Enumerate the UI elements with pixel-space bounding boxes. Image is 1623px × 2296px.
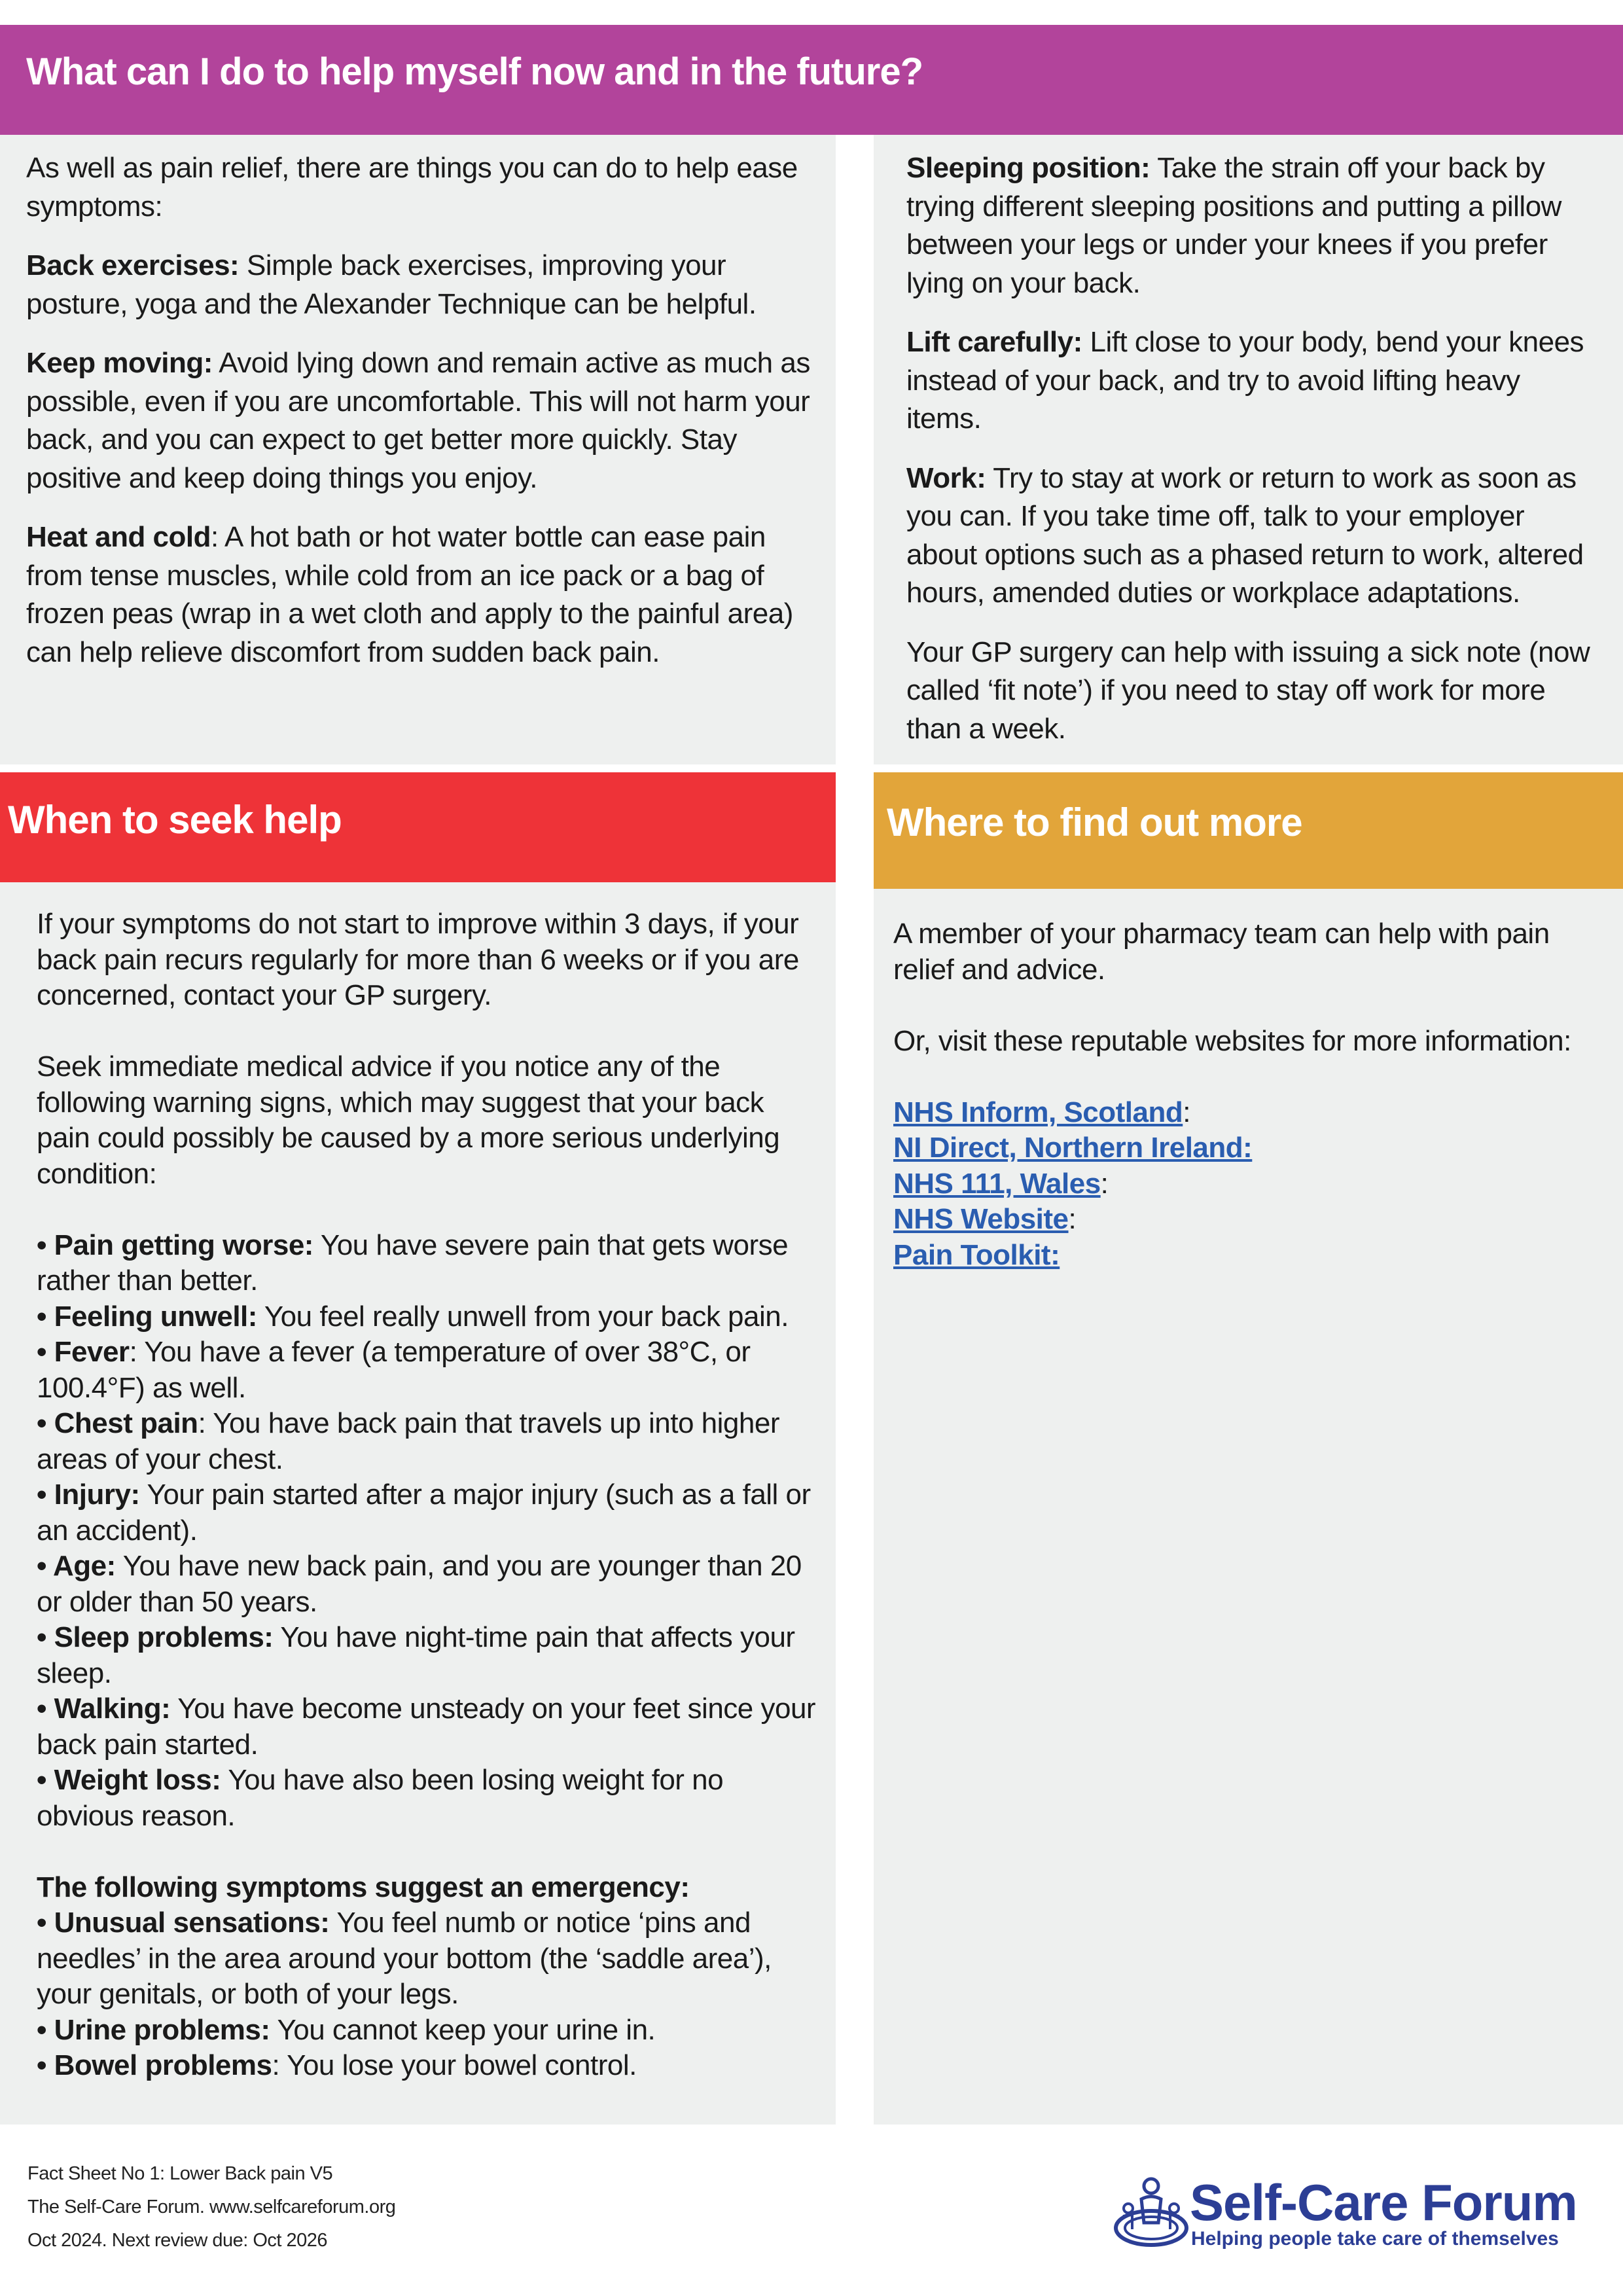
bullet: •	[37, 2049, 46, 2081]
link-pain-toolkit[interactable]: Pain Toolkit:	[893, 1238, 1060, 1271]
self-help-intro: As well as pain relief, there are things you can do to help ease symptoms:	[26, 152, 798, 223]
list-item	[37, 1406, 822, 1477]
link-ni-direct[interactable]: NI Direct, Northern Ireland:	[893, 1132, 1253, 1164]
list-item	[37, 1905, 822, 2013]
self-help-right-column	[906, 149, 1600, 769]
tip-heat-cold	[26, 518, 825, 672]
tip-work	[906, 459, 1600, 613]
list-item	[37, 1477, 822, 1549]
seek-help-para-2: Seek immediate medical advice if you notice any of the following warning signs, which may suggest that your back pain could possibly be caused by a more serious underlying condition:	[37, 1050, 780, 1190]
people-circle-icon	[1113, 2177, 1190, 2250]
tip-back-exercises	[26, 247, 825, 323]
logo-name: Self-Care Forum	[1190, 2174, 1577, 2231]
list-item	[37, 1335, 822, 1406]
warning-text: Your pain started after a major injury (such as a fall or an accident).	[37, 1479, 811, 1547]
tip-sleeping-position	[906, 149, 1600, 302]
warning-text: You have become unsteady on your feet since your back pain started.	[37, 1693, 816, 1761]
list-item	[37, 2048, 822, 2084]
self-care-forum-logo	[1113, 2173, 1597, 2258]
website-links	[893, 1095, 1600, 1274]
find-out-heading: Where to find out more	[887, 800, 1302, 844]
warning-text: : You have a fever (a temperature of over 38°C, or 100.4°F) as well.	[37, 1336, 751, 1404]
footer-line-2: The Self-Care Forum. www.selfcareforum.org	[27, 2197, 396, 2217]
warning-text: You have night-time pain that affects your sleep.	[37, 1621, 795, 1689]
warning-text: : You have back pain that travels up into higher areas of your chest.	[37, 1407, 779, 1475]
warning-term: Age:	[53, 1550, 116, 1582]
list-item	[37, 1549, 822, 1620]
bullet: •	[37, 1693, 46, 1725]
emergency-text: You cannot keep your urine in.	[270, 2013, 656, 2046]
tip-term: Back exercises:	[26, 249, 240, 281]
tip-text: Lift close to your body, bend your knees instead of your back, and try to avoid lifting heavy items.	[906, 326, 1584, 435]
self-help-header	[0, 25, 1623, 135]
list-item	[37, 1228, 822, 1299]
emergency-term: Unusual sensations:	[54, 1907, 330, 1939]
warning-term: Weight loss:	[54, 1764, 221, 1796]
tip-text: Avoid lying down and remain active as much as possible, even if you are uncomfortable. This will not harm your back, and you can expect to get better more quickly. Stay positive and keep doing things you enjoy.	[26, 347, 810, 494]
warning-text: You have new back pain, and you are younger than 20 or older than 50 years.	[37, 1550, 802, 1618]
list-item	[893, 1130, 1600, 1166]
emergency-text: You feel numb or notice ‘pins and needles’ in the area around your bottom (the ‘saddle area’), your genitals, or both of your legs.	[37, 1907, 772, 2010]
warning-term: Sleep problems:	[54, 1621, 274, 1653]
warning-term: Walking:	[54, 1693, 171, 1725]
find-out-para-1: A member of your pharmacy team can help with pain relief and advice.	[893, 918, 1550, 986]
tip-keep-moving	[26, 344, 825, 497]
find-out-para-2: Or, visit these reputable websites for more information:	[893, 1024, 1571, 1057]
link-suffix: :	[1100, 1167, 1109, 1200]
bullet: •	[37, 1300, 46, 1333]
warning-text: You feel really unwell from your back pain.	[257, 1300, 789, 1333]
warning-term: Feeling unwell:	[54, 1300, 257, 1333]
list-item	[893, 1166, 1600, 1202]
footer	[27, 2157, 395, 2257]
fit-note-text: Your GP surgery can help with issuing a sick note (now called ‘fit note’) if you need to stay off work for more than a week.	[906, 636, 1590, 745]
seek-help-header	[0, 772, 836, 882]
warning-term: Pain getting worse:	[54, 1229, 313, 1261]
bullet: •	[37, 1764, 46, 1796]
list-item	[37, 1763, 822, 1834]
seek-help-para-1: If your symptoms do not start to improve within 3 days, if your back pain recurs regularly for more than 6 weeks or if you are concerned, contact your GP surgery.	[37, 908, 799, 1011]
list-item	[893, 1202, 1600, 1238]
footer-line-3: Oct 2024. Next review due: Oct 2026	[27, 2230, 328, 2251]
bullet: •	[37, 1336, 46, 1368]
warning-term: Injury:	[54, 1479, 140, 1511]
find-out-header	[874, 772, 1623, 889]
tip-term: Lift carefully:	[906, 326, 1082, 358]
bullet: •	[37, 1621, 46, 1653]
seek-help-content	[37, 906, 822, 2084]
tip-text: Try to stay at work or return to work as soon as you can. If you take time off, talk to your employer about options such as a phased return to work, altered hours, amended duties or workplace adaptations.	[906, 461, 1584, 609]
warning-term: Fever	[54, 1336, 130, 1368]
warning-term: Chest pain	[54, 1407, 198, 1439]
bullet: •	[37, 1550, 46, 1582]
self-help-heading: What can I do to help myself now and in the future?	[26, 50, 923, 93]
tip-text: : A hot bath or hot water bottle can ease pain from tense muscles, while cold from an ice pack or a bag of frozen peas (wrap in a wet cloth and apply to the painful area) can help relieve discomfort from sudden back pain.	[26, 521, 793, 668]
self-help-left-column	[26, 149, 825, 692]
link-nhs-inform[interactable]: NHS Inform, Scotland	[893, 1096, 1183, 1128]
logo-tagline: Helping people take care of themselves	[1191, 2228, 1559, 2250]
warning-list	[37, 1228, 822, 1835]
emergency-list	[37, 1905, 822, 2084]
tip-term: Work:	[906, 461, 986, 494]
link-nhs-website[interactable]: NHS Website	[893, 1203, 1069, 1235]
tip-text: Take the strain off your back by trying different sleeping positions and putting a pillow between your legs or under your knees if you prefer lying on your back.	[906, 152, 1561, 299]
list-item	[37, 2013, 822, 2049]
tip-text: Simple back exercises, improving your posture, yoga and the Alexander Technique can be helpful.	[26, 249, 757, 320]
list-item	[893, 1238, 1600, 1274]
bullet: •	[37, 1229, 46, 1261]
list-item	[37, 1620, 822, 1691]
tip-term: Sleeping position:	[906, 152, 1150, 184]
list-item	[37, 1299, 822, 1335]
link-nhs-111-wales[interactable]: NHS 111, Wales	[893, 1167, 1101, 1200]
footer-line-1: Fact Sheet No 1: Lower Back pain V5	[27, 2163, 333, 2184]
list-item	[37, 1691, 822, 1763]
emergency-term: Bowel problems	[54, 2049, 272, 2081]
emergency-heading: The following symptoms suggest an emergency:	[37, 1871, 690, 1903]
find-out-content	[893, 916, 1600, 1273]
bullet: •	[37, 2013, 46, 2046]
link-suffix: :	[1183, 1096, 1190, 1128]
bullet: •	[37, 1407, 46, 1439]
seek-help-heading: When to seek help	[8, 798, 342, 842]
emergency-term: Urine problems:	[54, 2013, 270, 2046]
tip-term: Heat and cold	[26, 521, 211, 553]
list-item	[893, 1095, 1600, 1131]
warning-text: You have also been losing weight for no obvious reason.	[37, 1764, 724, 1832]
emergency-text: : You lose your bowel control.	[272, 2049, 637, 2081]
warning-text: You have severe pain that gets worse rather than better.	[37, 1229, 789, 1297]
tip-term: Keep moving:	[26, 347, 213, 379]
bullet: •	[37, 1907, 46, 1939]
tip-lift-carefully	[906, 323, 1600, 439]
bullet: •	[37, 1479, 46, 1511]
link-suffix: :	[1068, 1203, 1077, 1235]
